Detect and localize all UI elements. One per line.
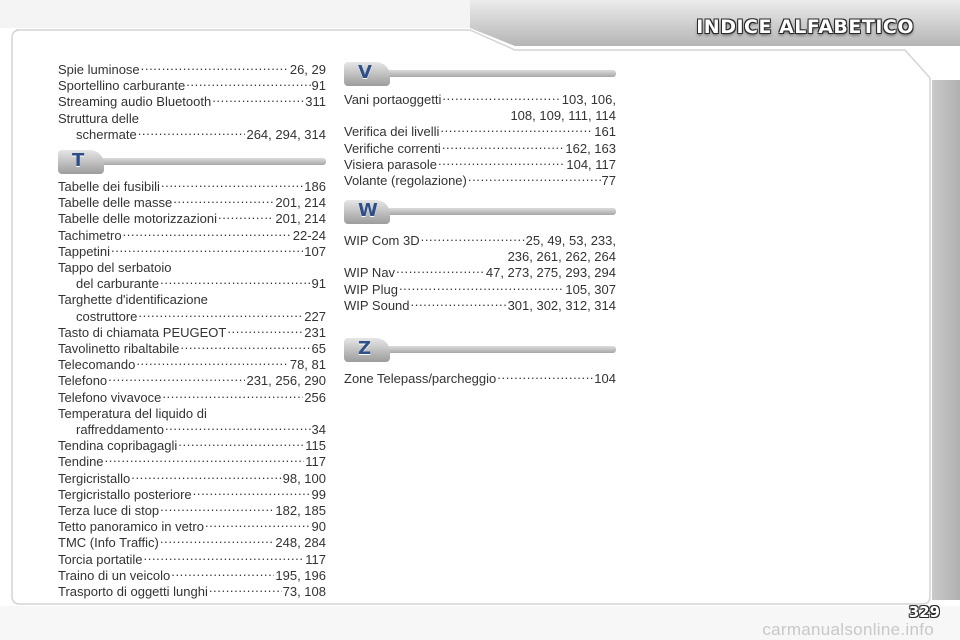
index-entry <box>344 265 616 281</box>
page-title: INDICE ALFABETICO <box>696 16 914 38</box>
entry-leader-dots <box>227 324 303 336</box>
entry-term: Tappo del serbatoio <box>58 260 172 276</box>
page-number: 329 <box>908 603 940 621</box>
entry-leader-dots <box>171 567 274 579</box>
entry-term: Torcia portatile <box>58 551 143 567</box>
entry-pages: 78, 81 <box>289 357 326 373</box>
entry-pages: 117 <box>305 454 326 470</box>
index-entry-line <box>344 141 616 157</box>
entry-term: Tendine <box>58 454 104 470</box>
index-entry-line <box>344 233 616 249</box>
entry-leader-dots <box>399 281 564 293</box>
entry-term: Tetto panoramico in vetro <box>58 519 204 535</box>
entry-term: WIP Com 3D <box>344 233 420 248</box>
entry-pages: 65 <box>311 341 326 357</box>
index-entry-line <box>58 211 326 227</box>
entry-pages: 248, 284 <box>275 535 326 551</box>
entry-pages: 161 <box>594 124 616 140</box>
entry-pages: 227 <box>304 308 326 324</box>
index-entry <box>58 179 326 195</box>
index-entry <box>58 244 326 260</box>
index-entry <box>58 487 326 503</box>
index-entry <box>58 357 326 373</box>
section-letter-v: V <box>358 62 372 83</box>
entry-pages: 182, 185 <box>275 503 326 519</box>
entry-pages: 201, 214 <box>275 211 326 227</box>
entry-pages: 26, 29 <box>289 62 326 77</box>
entry-pages: 22-24 <box>292 227 326 243</box>
entry-leader-dots <box>438 156 565 168</box>
index-entry-line <box>58 552 326 568</box>
entry-pages: 117 <box>305 551 326 567</box>
index-list-w <box>344 233 616 314</box>
index-entry-line <box>58 568 326 584</box>
index-entry-line <box>58 179 326 195</box>
section-letter-w: W <box>358 200 378 221</box>
index-entry-line <box>344 157 616 173</box>
entry-leader-dots <box>209 583 282 595</box>
entry-pages: 186 <box>304 179 326 194</box>
entry-leader-dots <box>131 470 281 482</box>
entry-leader-dots <box>218 210 274 222</box>
index-entry <box>58 228 326 244</box>
index-entry-line <box>344 92 616 108</box>
entry-term: Tabelle delle motorizzazioni <box>58 211 217 227</box>
section-v-header <box>344 62 616 94</box>
entry-term: Tabelle delle masse <box>58 195 173 211</box>
entry-pages: 104 <box>594 371 616 386</box>
entry-pages: 47, 273, 275, 293, 294 <box>485 265 616 281</box>
entry-term: del carburante <box>76 276 160 292</box>
entry-leader-dots <box>440 123 593 135</box>
entry-term: Telefono <box>58 373 108 389</box>
entry-term: Spie luminose <box>58 62 140 77</box>
entry-term: Tavolinetto ribaltabile <box>58 341 180 357</box>
entry-pages: 99 <box>311 486 326 502</box>
index-entry-line <box>58 454 326 470</box>
index-entry-line <box>58 373 326 389</box>
entry-pages: 264, 294, 314 <box>246 126 326 142</box>
index-entry-line <box>58 244 326 260</box>
entry-term: Telecomando <box>58 357 136 373</box>
entry-pages: 105, 307 <box>565 281 616 297</box>
index-entry <box>344 233 616 265</box>
index-entry <box>58 78 326 94</box>
index-entry-line <box>344 282 616 298</box>
index-entry-line <box>58 78 326 94</box>
entry-leader-dots <box>161 178 303 190</box>
entry-term: Telefono vivavoce <box>58 389 162 405</box>
entry-pages-continued: 236, 261, 262, 264 <box>507 249 616 265</box>
index-entry <box>344 282 616 298</box>
index-entry <box>58 503 326 519</box>
entry-pages: 115 <box>305 438 326 454</box>
index-entry <box>58 94 326 110</box>
entry-pages: 201, 214 <box>275 195 326 211</box>
index-entry-line <box>58 422 326 438</box>
entry-term: Terza luce di stop <box>58 503 160 519</box>
index-entry-line <box>344 298 616 314</box>
entry-term: raffreddamento <box>76 422 164 438</box>
index-entry <box>344 157 616 173</box>
entry-term: Vani portaoggetti <box>344 92 442 107</box>
index-entry <box>344 173 616 189</box>
entry-term: Struttura delle <box>58 110 139 126</box>
entry-pages: 311 <box>305 94 326 110</box>
entry-leader-dots <box>421 232 525 244</box>
entry-leader-dots <box>396 264 485 276</box>
entry-leader-dots <box>105 453 305 465</box>
index-entry <box>344 92 616 124</box>
entry-leader-dots <box>212 93 304 105</box>
entry-pages: 103, 106, <box>561 92 616 107</box>
index-entry <box>58 341 326 357</box>
entry-pages: 301, 302, 312, 314 <box>507 297 616 313</box>
entry-leader-dots <box>205 518 311 530</box>
index-list-s <box>58 62 326 143</box>
entry-pages: 73, 108 <box>282 584 326 600</box>
index-entry <box>58 211 326 227</box>
index-entry <box>58 535 326 551</box>
entry-term: Verifiche correnti <box>344 140 441 156</box>
index-entry-line <box>58 309 326 325</box>
index-entry <box>58 471 326 487</box>
index-entry <box>58 438 326 454</box>
entry-term: Trasporto di oggetti lunghi <box>58 584 208 600</box>
index-entry-line <box>344 173 616 189</box>
entry-term: Tappetini <box>58 243 111 259</box>
index-entry <box>58 584 326 600</box>
index-entry <box>58 62 326 78</box>
entry-leader-dots <box>468 172 601 184</box>
entry-leader-dots <box>442 91 560 103</box>
entry-pages: 256 <box>304 389 326 405</box>
index-entry-line <box>58 471 326 487</box>
index-entry-line <box>58 584 326 600</box>
entry-leader-dots <box>111 243 303 255</box>
entry-term: Tendina copribagagli <box>58 438 178 454</box>
entry-term: Tachimetro <box>58 227 122 243</box>
entry-pages: 90 <box>311 519 326 535</box>
entry-pages-continued: 108, 109, 111, 114 <box>510 108 616 124</box>
entry-term: WIP Plug <box>344 281 398 297</box>
entry-term: Volante (regolazione) <box>344 173 467 189</box>
index-entry <box>344 298 616 314</box>
index-entry <box>58 552 326 568</box>
entry-pages: 91 <box>311 78 326 94</box>
entry-term: Verifica dei livelli <box>344 124 440 140</box>
index-entry <box>344 124 616 140</box>
index-entry-line <box>58 195 326 211</box>
entry-pages: 98, 100 <box>282 470 326 486</box>
index-entry <box>58 390 326 406</box>
entry-leader-dots <box>160 534 275 546</box>
entry-pages: 162, 163 <box>565 140 616 156</box>
index-entry <box>58 111 326 143</box>
entry-leader-dots <box>138 126 246 138</box>
index-entry-line <box>58 341 326 357</box>
watermark: carmanualsonline.info <box>762 620 934 639</box>
index-entry-line <box>58 62 326 78</box>
section-letter-z: Z <box>358 338 372 359</box>
entry-leader-dots <box>178 437 304 449</box>
entry-leader-dots <box>138 308 303 320</box>
entry-term: Temperatura del liquido di <box>58 405 207 421</box>
entry-pages: 231, 256, 290 <box>246 373 326 389</box>
index-entry-line <box>58 503 326 519</box>
entry-pages: 77 <box>601 173 616 189</box>
entry-term: Visiera parasole <box>344 156 437 172</box>
index-entry-line <box>58 127 326 143</box>
index-entry-line <box>58 519 326 535</box>
index-entry <box>344 371 616 387</box>
section-letter-t: T <box>72 150 85 171</box>
entry-leader-dots <box>123 227 292 239</box>
entry-leader-dots <box>160 502 274 514</box>
index-entry-line <box>58 276 326 292</box>
entry-leader-dots <box>497 370 593 382</box>
index-entry <box>58 373 326 389</box>
entry-term: WIP Sound <box>344 297 410 313</box>
entry-leader-dots <box>186 77 310 89</box>
entry-pages: 91 <box>311 276 326 292</box>
index-entry-line <box>58 325 326 341</box>
entry-leader-dots <box>442 140 565 152</box>
index-entry <box>58 325 326 341</box>
index-entry <box>58 260 326 292</box>
entry-pages: 231 <box>304 324 326 340</box>
entry-term: Tasto di chiamata PEUGEOT <box>58 324 227 340</box>
entry-leader-dots <box>141 61 289 73</box>
entry-leader-dots <box>144 551 305 563</box>
entry-leader-dots <box>136 356 289 368</box>
index-entry-line <box>58 357 326 373</box>
entry-leader-dots <box>411 297 507 309</box>
index-entry-line <box>58 487 326 503</box>
entry-term: Tergicristallo posteriore <box>58 486 192 502</box>
entry-leader-dots <box>162 389 303 401</box>
index-entry-line <box>58 94 326 110</box>
index-entry-line <box>344 265 616 281</box>
entry-pages: 195, 196 <box>275 567 326 583</box>
entry-term: Traino di un veicolo <box>58 567 171 583</box>
index-list-v <box>344 92 616 189</box>
index-entry <box>344 141 616 157</box>
index-entry-line <box>58 535 326 551</box>
entry-term: Tabelle dei fusibili <box>58 179 160 194</box>
index-entry <box>58 195 326 211</box>
index-entry-line <box>344 371 616 387</box>
entry-term: Zone Telepass/parcheggio <box>344 371 497 386</box>
index-entry <box>58 406 326 438</box>
entry-term: TMC (Info Traffic) <box>58 535 159 551</box>
index-entry <box>58 454 326 470</box>
index-entry-line <box>58 390 326 406</box>
entry-leader-dots <box>108 372 245 384</box>
index-entry <box>58 519 326 535</box>
entry-term: schermate <box>76 126 137 142</box>
entry-pages: 34 <box>311 422 326 438</box>
index-entry-line <box>58 228 326 244</box>
entry-term: Streaming audio Bluetooth <box>58 94 212 110</box>
entry-term: costruttore <box>76 308 138 324</box>
entry-pages: 104, 117 <box>566 156 616 172</box>
section-z-header <box>344 338 616 370</box>
index-entry <box>58 568 326 584</box>
section-w-header <box>344 200 616 232</box>
index-list-t <box>58 179 326 600</box>
index-entry <box>58 292 326 324</box>
entry-term: Sportellino carburante <box>58 78 186 94</box>
entry-leader-dots <box>173 194 274 206</box>
entry-term: Tergicristallo <box>58 470 131 486</box>
entry-leader-dots <box>165 421 311 433</box>
entry-leader-dots <box>160 275 310 287</box>
entry-term: Targhette d'identificazione <box>58 292 208 308</box>
index-list-z <box>344 371 616 387</box>
entry-leader-dots <box>180 340 310 352</box>
index-entry-line <box>58 438 326 454</box>
entry-leader-dots <box>193 486 311 498</box>
entry-term: WIP Nav <box>344 265 396 281</box>
entry-pages: 107 <box>304 243 326 259</box>
index-entry-line <box>344 124 616 140</box>
entry-pages: 25, 49, 53, 233, <box>525 233 616 248</box>
